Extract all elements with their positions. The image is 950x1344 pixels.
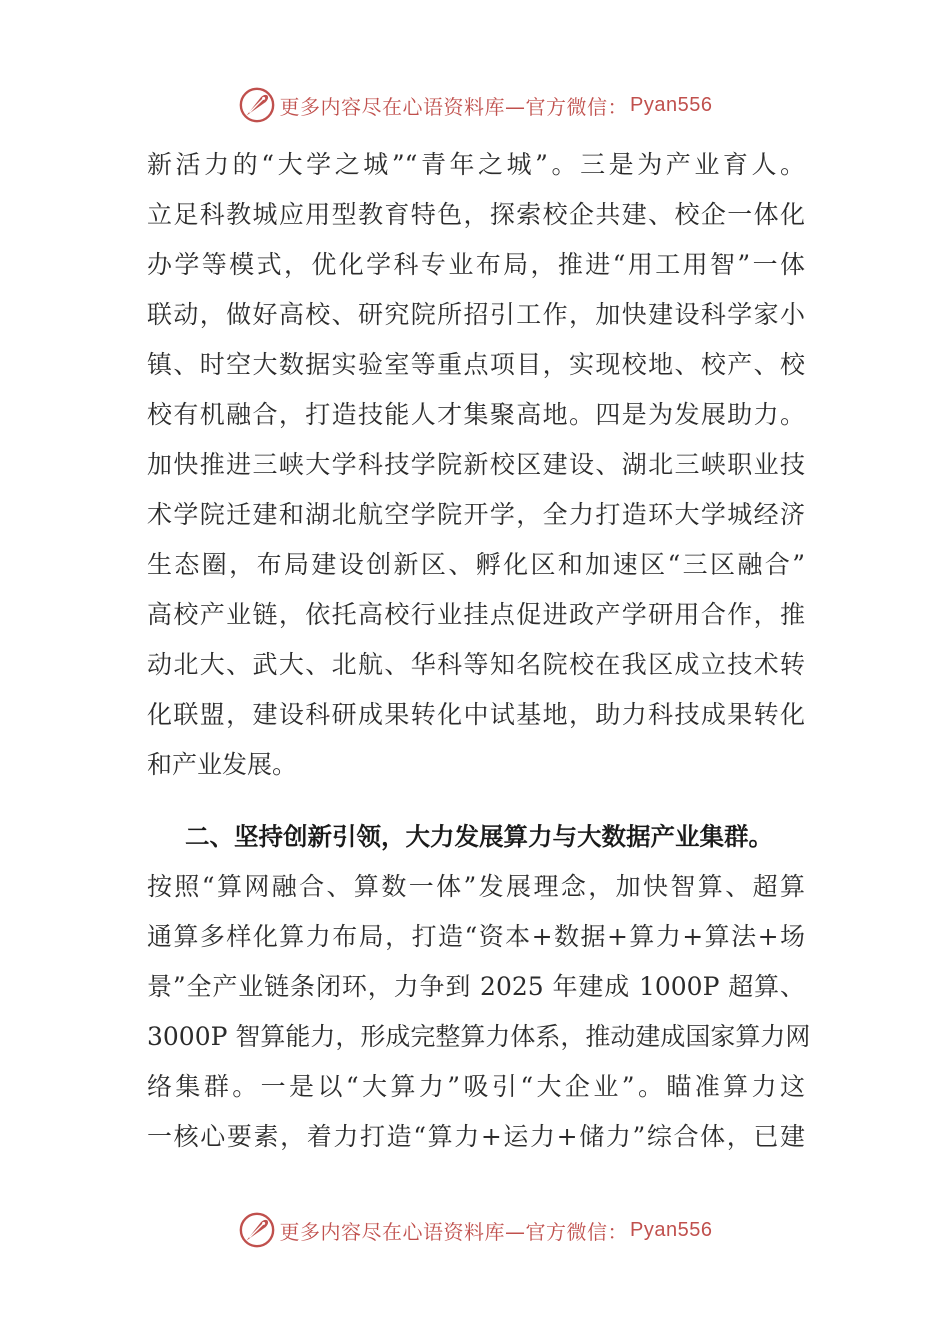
paragraph-line: 加快推进三峡大学科技学院新校区建设、湖北三峡职业技 (147, 450, 805, 479)
watermark-text: 更多内容尽在心语资料库—官方微信： (279, 1219, 629, 1244)
paragraph-line: 新活力的“大学之城”“青年之城”。三是为产业育人。 (147, 150, 805, 179)
paragraph-line: 动北大、武大、北航、华科等知名院校在我区成立技术转 (147, 650, 805, 679)
paragraph-line: 景”全产业链条闭环，力争到 2025 年建成 1000P 超算、 (147, 972, 805, 1001)
paragraph-line: 高校产业链，依托高校行业挂点促进政产学研用合作，推 (147, 600, 805, 629)
pen-nib-logo-icon (238, 1211, 276, 1249)
footer-watermark-banner (0, 1207, 950, 1253)
paragraph-line: 和产业发展。 (147, 750, 298, 779)
paragraph-line: 术学院迁建和湖北航空学院开学，全力打造环大学城经济 (147, 500, 805, 529)
paragraph-line: 生态圈，布局建设创新区、孵化区和加速区“三区融合” (147, 550, 805, 579)
document-body (147, 140, 811, 1162)
paragraph-line: 按照“算网融合、算数一体”发展理念，加快智算、超算 (147, 872, 805, 901)
paragraph-line: 办学等模式，优化学科专业布局，推进“用工用智”一体 (147, 250, 805, 279)
wechat-id: Pyan556 (630, 93, 713, 116)
paragraph-line: 3000P 智算能力，形成完整算力体系，推动建成国家算力网 (147, 1022, 811, 1051)
paragraph-line: 通算多样化算力布局，打造“资本+数据+算力+算法+场 (147, 922, 805, 951)
watermark-text: 更多内容尽在心语资料库—官方微信： (279, 94, 629, 119)
section-heading: 二、坚持创新引领，大力发展算力与大数据产业集群。 (185, 822, 773, 851)
paragraph-line: 镇、时空大数据实验室等重点项目，实现校地、校产、校 (147, 350, 805, 379)
paragraph-line: 络集群。一是以“大算力”吸引“大企业”。瞄准算力这 (147, 1072, 805, 1101)
paragraph-line: 一核心要素，着力打造“算力+运力+储力”综合体，已建 (147, 1122, 805, 1151)
paragraph-line: 联动，做好高校、研究院所招引工作，加快建设科学家小 (147, 300, 805, 329)
wechat-id: Pyan556 (630, 1218, 713, 1241)
paragraph-line: 校有机融合，打造技能人才集聚高地。四是为发展助力。 (147, 400, 805, 429)
pen-nib-logo-icon (238, 86, 276, 124)
paragraph-line: 立足科教城应用型教育特色，探索校企共建、校企一体化 (147, 200, 805, 229)
paragraph-line: 化联盟，建设科研成果转化中试基地，助力科技成果转化 (147, 700, 805, 729)
header-watermark-banner (0, 82, 950, 128)
